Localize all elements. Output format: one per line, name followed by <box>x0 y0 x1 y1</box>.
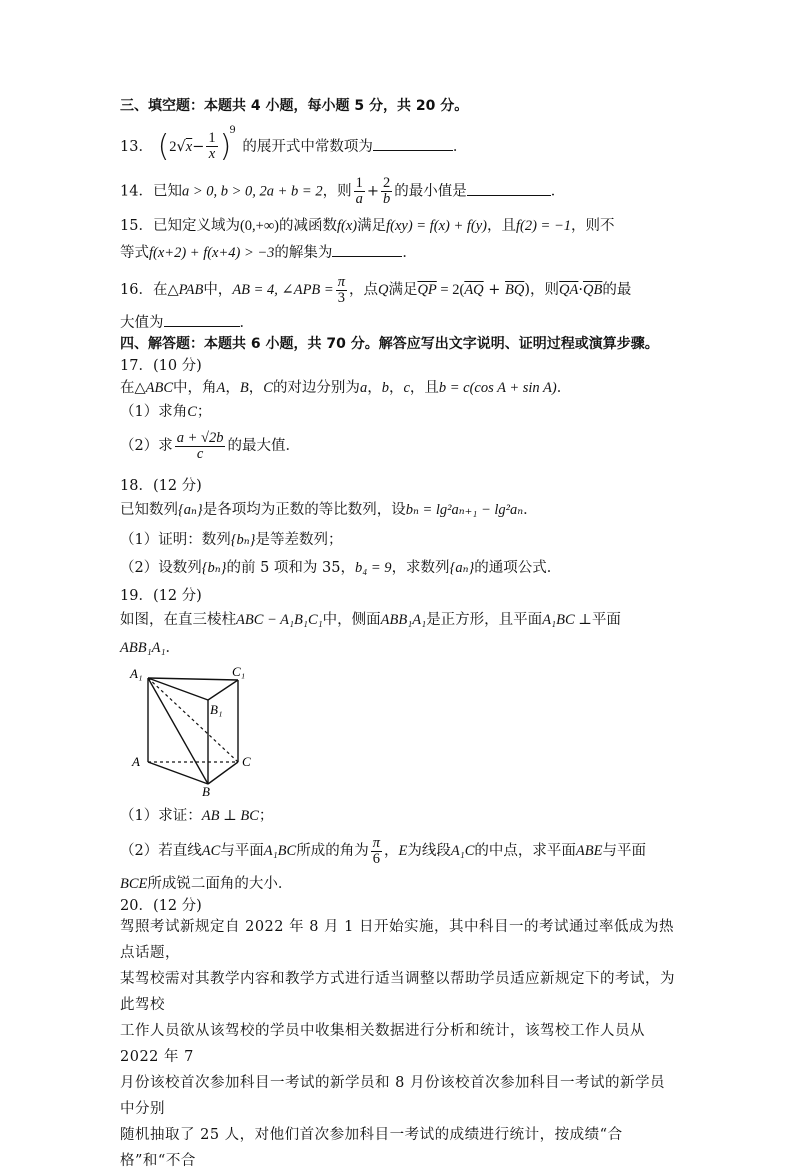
q17-p1-end: ； <box>196 404 212 420</box>
q16-dot: · <box>578 282 583 298</box>
q19-line2-end: ． <box>165 640 181 656</box>
q14-fraction-2 <box>381 176 392 207</box>
label-c: C <box>242 754 251 769</box>
q13-left-paren: ( <box>157 128 170 164</box>
q20-line: 工作人员欲从该驾校的学员中收集相关数据进行分析和统计，该驾校工作人员从 2022 年 7 <box>120 1023 645 1065</box>
q16-eq-mid: = 2( <box>436 282 465 298</box>
q16-point-q: Q <box>377 282 389 298</box>
question-15-line-1 <box>120 216 615 236</box>
q15-end: ． <box>402 245 417 261</box>
q16-vector-qp: $\overline{QP}$ <box>417 282 437 298</box>
question-13 <box>120 125 468 164</box>
q19-plane-abe: ABE <box>575 843 603 859</box>
q18-text-b: 是各项均为正数的等比数列，设 <box>202 502 406 518</box>
question-15-line-2 <box>120 242 417 263</box>
q17-side-c: c <box>403 380 410 396</box>
q19-header: 19．(12 分) <box>120 588 202 604</box>
q19-pi: π <box>372 834 380 851</box>
q14-f1-den: a <box>355 191 363 207</box>
q13-minus: − <box>192 138 205 155</box>
q20-line: 随机抽取了 25 人，对他们首次参加科目一考试的成绩进行统计，按成绩“合格”和“不合 <box>120 1127 623 1169</box>
q16-text-a: 16．在 <box>120 282 168 298</box>
q14-fraction-1 <box>354 176 365 207</box>
q16-pi: π <box>337 273 345 290</box>
q14-condition: a > 0, b > 0, 2a + b = 2 <box>181 183 323 200</box>
q18-part-1 <box>120 530 342 550</box>
q18-header: 18．(12 分) <box>120 478 202 494</box>
q19-p2-text-b: 与平面 <box>220 843 264 859</box>
q14-f2-den: b <box>383 191 391 207</box>
q15-text-b: 的减函数 <box>279 218 337 234</box>
q16-triangle: △PAB <box>167 282 204 298</box>
q13-right-paren: ) <box>219 128 232 164</box>
q17-stem <box>120 378 571 398</box>
q19-plane-bce: BCE <box>120 876 148 892</box>
q18-stem <box>120 500 538 520</box>
q19-segment-a1c: A₁C <box>450 843 475 859</box>
sqrt-symbol: √ <box>176 138 186 155</box>
q13-frac-den: x <box>208 146 216 163</box>
q19-text-b: 中，侧面 <box>322 612 381 628</box>
q19-text-c: 是正方形，且平面 <box>426 612 543 628</box>
q18-p2-text-c: ，求数列 <box>391 560 450 576</box>
q20-line: 驾照考试新规定自 2022 年 8 月 1 日开始实施，其中科目一的考试通过率低成为热点话题， <box>120 919 675 961</box>
q17-header: 17．(10 分) <box>120 358 202 374</box>
q15-f2: f(2) = −1 <box>516 218 572 234</box>
q15-text-d: ，且 <box>487 218 516 234</box>
edge-a-b <box>148 762 208 784</box>
q16-vector-bq: $\overline{BQ}$ <box>505 282 525 298</box>
q18-text-a: 已知数列 <box>120 502 178 518</box>
q13-number: 13． <box>120 138 153 155</box>
q16-end: ． <box>239 315 254 331</box>
q13-text: 的展开式中常数项为 <box>242 138 373 155</box>
q13-coef: 2 <box>169 138 177 155</box>
q17-text-d: ，且 <box>409 380 439 396</box>
q17-sep-4: ， <box>388 380 404 396</box>
q14-plus: + <box>366 183 379 200</box>
q19-plane-2: ABB₁A₁ <box>120 640 166 656</box>
q14-number: 14． <box>120 183 153 200</box>
q16-text-e: ，则 <box>530 282 560 298</box>
q14-then: ，则 <box>322 183 352 200</box>
q15-inequality: f(x+2) + f(x+4) > −3 <box>149 245 275 261</box>
label-a1: A₁ <box>130 666 143 681</box>
q19-p2-text-e: 为线段 <box>407 843 451 859</box>
q18-text-c: ． <box>523 502 538 518</box>
q15-text-f: 等式 <box>120 245 149 261</box>
q18-p2-b4: b₄ = 9 <box>354 560 392 576</box>
q13-answer-blank[interactable] <box>373 136 453 151</box>
q18-p2-text-a: （2）设数列 <box>120 560 202 576</box>
q19-p2-text-c: 所成的角为 <box>296 843 369 859</box>
q14-cond-text: 已知 <box>152 183 182 200</box>
q17-sep-1: ， <box>225 380 240 396</box>
q16-three: 3 <box>337 289 345 306</box>
q19-stem-line-1 <box>120 610 621 630</box>
q16-angle-fraction <box>336 275 347 306</box>
q13-end: ． <box>452 138 468 155</box>
q16-text-g: 大值为 <box>120 315 164 331</box>
q17-p2-fraction <box>175 431 226 462</box>
q15-domain: (0,+∞) <box>239 218 279 234</box>
q14-answer-blank[interactable] <box>467 181 551 196</box>
q19-p1-text: （1）求证： <box>120 808 202 824</box>
q20-line: 月份该校首次参加科目一考试的新学员和 8 月份该校首次参加科目一考试的新学员中分别 <box>120 1075 665 1117</box>
section-4-heading: 四、解答题：本题共 6 小题，共 70 分。解答应写出文字说明、证明过程或演算步骤。 <box>120 336 659 352</box>
q13-frac-num: 1 <box>208 130 216 147</box>
q19-p1-math: AB ⊥ BC <box>201 808 259 824</box>
q15-text-g: 的解集为 <box>274 245 333 261</box>
edge-b1-c1 <box>208 680 238 700</box>
q18-p1-sequence: {bₙ} <box>230 532 256 548</box>
q17-p2-end: 的最大值． <box>227 438 300 454</box>
q16-close: ) <box>524 282 531 298</box>
q16-vector-aq: $\overline{AQ}$ <box>464 282 484 298</box>
q16-vector-qb: $\overline{QB}$ <box>583 282 603 298</box>
q17-p2-text: （2）求 <box>120 438 173 454</box>
q19-six: 6 <box>372 850 380 867</box>
q15-text-c: 满足 <box>357 218 387 234</box>
q19-plane: A₁BC ⊥ <box>542 612 592 628</box>
q17-triangle: △ABC <box>134 380 174 396</box>
q19-text-a: 如图，在直三棱柱 <box>120 612 236 628</box>
q20-header: 20．(12 分) <box>120 898 202 914</box>
q19-p2-text-d: ， <box>383 843 399 859</box>
q17-equation: b = c(cos A + sin A) <box>438 380 557 396</box>
q17-angle-c: C <box>263 380 273 396</box>
q18-p2-sequence-a: {aₙ} <box>449 560 475 576</box>
q18-p2-sequence-b: {bₙ} <box>201 560 227 576</box>
q17-part-2 <box>120 428 300 464</box>
q17-side-b: b <box>381 380 389 396</box>
q18-bn-definition: bₙ = lg²aₙ₊₁ − lg²aₙ <box>405 502 524 518</box>
q17-sep-2: ， <box>248 380 264 396</box>
label-b: B <box>202 784 210 798</box>
q19-plane-a1bc: A₁BC <box>263 843 297 859</box>
q15-fx: f(x) <box>337 218 358 234</box>
q19-p2-text-g: 与平面 <box>602 843 646 859</box>
q17-p1-text: （1）求角 <box>120 404 188 420</box>
q19-p2-text-f: 的中点，求平面 <box>474 843 576 859</box>
label-c1: C₁ <box>232 664 246 679</box>
q18-p1-text-a: （1）证明：数列 <box>120 532 231 548</box>
q19-text-d: 平面 <box>591 612 621 628</box>
q19-part-1 <box>120 806 273 826</box>
q19-line-ac: AC <box>201 843 221 859</box>
q16-text-c: ，点 <box>348 282 378 298</box>
q17-sep-3: ， <box>367 380 382 396</box>
q16-condition: AB = 4, ∠APB = <box>232 282 334 298</box>
q13-power: 9 <box>229 125 236 136</box>
label-b1: B₁ <box>210 702 223 717</box>
prism-figure <box>120 664 260 798</box>
q17-p2-num: a + √2b <box>176 429 224 446</box>
q16-text-d: 满足 <box>388 282 418 298</box>
q14-end: ． <box>550 183 566 200</box>
edge-a1-b1 <box>148 678 208 700</box>
q19-p1-end: ； <box>258 808 274 824</box>
q17-text-a: 在 <box>120 380 135 396</box>
q19-prism: ABC − A₁B₁C₁ <box>236 612 323 628</box>
q17-text-e: ． <box>556 380 572 396</box>
label-a: A <box>132 754 140 769</box>
q17-angle-b: B <box>239 380 249 396</box>
q20-line: 某驾校需对其教学内容和教学方式进行适当调整以帮助学员适应新规定下的考试，为此驾校 <box>120 971 675 1013</box>
q13-fraction <box>206 131 217 162</box>
segment-a1-b <box>148 678 208 784</box>
q17-part-1 <box>120 402 211 422</box>
segment-a1-c-hidden <box>148 678 238 762</box>
q18-p2-text-b: 的前 5 项和为 35， <box>226 560 355 576</box>
q17-angle-a: A <box>216 380 226 396</box>
q19-angle-fraction <box>371 836 382 867</box>
question-14 <box>120 176 565 207</box>
q16-text-b: 中， <box>203 282 233 298</box>
q17-p2-den: c <box>196 445 204 462</box>
q17-p1-angle: C <box>187 404 197 420</box>
question-16-line-1 <box>120 274 631 306</box>
q16-text-f: 的最 <box>602 282 632 298</box>
q16-plus: + <box>483 282 506 298</box>
q19-point-e: E <box>398 843 408 859</box>
q16-answer-blank[interactable] <box>164 312 240 327</box>
q19-face: ABB₁A₁ <box>380 612 427 628</box>
q19-stem-line-2 <box>120 638 180 658</box>
q18-sequence-a: {aₙ} <box>178 502 203 518</box>
edge-b-c <box>208 762 238 784</box>
q14-f2-num: 2 <box>383 175 391 191</box>
q15-text-a: 15．已知定义域为 <box>120 218 240 234</box>
question-16-line-2 <box>120 312 254 333</box>
q15-equation: f(xy) = f(x) + f(y) <box>386 218 487 234</box>
q19-p2-text-h: 所成锐二面角的大小． <box>147 876 293 892</box>
q17-text-c: 的对边分别为 <box>272 380 360 396</box>
q18-p2-text-d: 的通项公式． <box>474 560 562 576</box>
q15-answer-blank[interactable] <box>332 242 402 257</box>
q20-paragraph <box>120 914 676 1174</box>
q17-text-b: 中，角 <box>173 380 217 396</box>
q14-text: 的最小值是 <box>394 183 467 200</box>
q19-part-2-line-2 <box>120 874 292 894</box>
edge-a1-c1 <box>148 678 238 680</box>
q18-p1-text-b: 是等差数列； <box>255 532 343 548</box>
section-3-heading: 三、填空题：本题共 4 小题，每小题 5 分，共 20 分。 <box>120 98 469 114</box>
q19-p2-text-a: （2）若直线 <box>120 843 202 859</box>
q17-side-a: a <box>359 380 368 396</box>
q13-radicand: x <box>185 138 193 155</box>
q18-part-2 <box>120 558 561 578</box>
q19-part-2-line-1 <box>120 834 646 868</box>
q15-text-e: ，则不 <box>571 218 615 234</box>
q16-vector-qa: $\overline{QA}$ <box>559 282 579 298</box>
q14-f1-num: 1 <box>355 175 363 191</box>
